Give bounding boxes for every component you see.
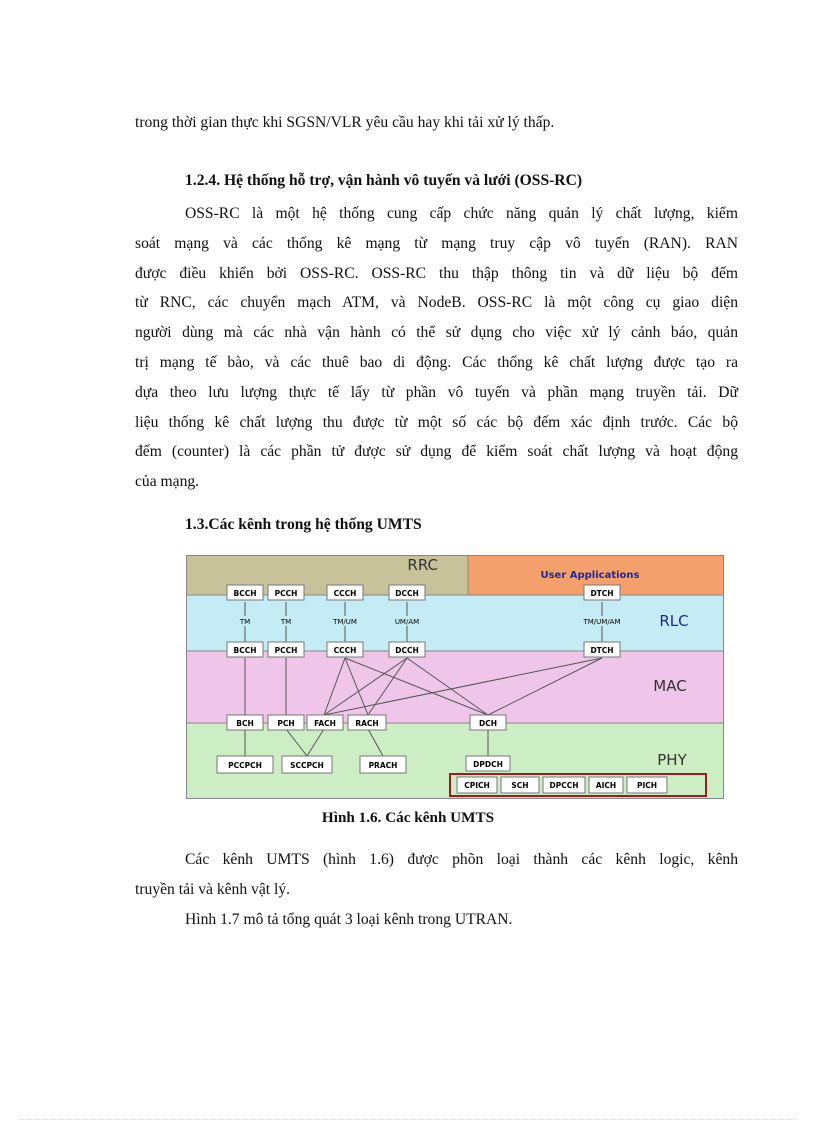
rlc-mode-3: TM/UM	[333, 618, 357, 626]
mac-channel-ccch: CCCH	[333, 646, 357, 655]
rrc-label: RRC	[407, 556, 438, 574]
oss-line-6: trị mạng tế bào, và các thuê bao di động. Các thống kê chất lượng được tạo ra	[135, 353, 738, 371]
transport-channel-pch: PCH	[277, 719, 295, 728]
rlc-label: RLC	[659, 612, 689, 630]
mac-channel-pcch: PCCH	[274, 646, 298, 655]
oss-line-9: đếm (counter) là các phần tử được sử dụng để kiểm soát chất lượng và hoạt động	[135, 443, 738, 461]
umts-line-1: Các kênh UMTS (hình 1.6) được phõn loại thành các kênh logic, kênh	[185, 851, 738, 868]
umts-channel-diagram	[186, 555, 724, 799]
rlc-mode-5: TM/UM/AM	[583, 618, 621, 626]
oss-line-1: OSS-RC là một hệ thống cung cấp chức năng quản lý chất lượng, kiểm	[185, 205, 738, 222]
phy-channel-cpich: CPICH	[464, 781, 490, 790]
physical-channels	[217, 756, 510, 773]
page-footer-dotted-line	[20, 1119, 796, 1120]
mac-label: MAC	[653, 677, 687, 695]
rlc-channel-pcch: PCCH	[274, 589, 298, 598]
mac-channel-dcch: DCCH	[395, 646, 419, 655]
rlc-channel-dcch: DCCH	[395, 589, 419, 598]
phy-label: PHY	[657, 751, 687, 769]
rlc-mode-4: UM/AM	[394, 618, 420, 626]
phy-channel-pich: PICH	[636, 781, 658, 790]
rlc-channel-ccch: CCCH	[333, 589, 357, 598]
rlc-mode-2: TM	[280, 618, 292, 626]
umts-paragraph	[135, 845, 738, 934]
mac-channel-dtch: DTCH	[590, 646, 614, 655]
user-apps-label: User Applications	[540, 570, 640, 581]
physical-channel-prach: PRACH	[368, 761, 398, 770]
transport-channel-rach: RACH	[355, 719, 379, 728]
mac-layer-band	[186, 651, 724, 723]
transport-channel-dch: DCH	[478, 719, 498, 728]
mac-channel-bcch: BCCH	[233, 646, 257, 655]
umts-line-2: truyền tải và kênh vật lý.	[135, 880, 291, 898]
rlc-channel-dtch: DTCH	[590, 589, 614, 598]
oss-line-3: được điều khiển bởi OSS-RC. OSS-RC thu thập thông tin và dữ liệu bộ đếm	[135, 264, 738, 282]
oss-line-5: người dùng mà các nhà vận hành có thể sử dụng cho việc xử lý cảnh báo, quản	[135, 324, 738, 342]
oss-paragraph	[135, 199, 738, 497]
physical-channel-dpdch: DPDCH	[473, 760, 503, 769]
section-heading: 1.2.4. Hệ thống hỗ trợ, vận hành vô tuyến và lưới (OSS-RC)	[185, 172, 583, 189]
rlc-layer-band	[186, 595, 724, 651]
last-line: Hình 1.7 mô tả tổng quát 3 loại kênh trong UTRAN.	[185, 910, 513, 928]
rlc-channel-bcch: BCCH	[233, 589, 257, 598]
rlc-mode-1: TM	[239, 618, 251, 626]
oss-line-2: soát mạng và các thống kê mạng từ mạng truy cập vô tuyến (RAN). RAN	[135, 234, 738, 252]
physical-channel-pccpch: PCCPCH	[228, 761, 262, 770]
physical-channel-sccpch: SCCPCH	[290, 761, 324, 770]
intro-line: trong thời gian thực khi SGSN/VLR yêu cầu hay khi tải xử lý thấp.	[135, 114, 555, 131]
transport-channel-bch: BCH	[236, 719, 254, 728]
oss-line-7: dựa theo lưu lượng thực tế lấy từ phần vô tuyến và phần mạng truyền tải. Dữ	[135, 383, 738, 401]
figure-caption: Hình 1.6. Các kênh UMTS	[321, 809, 495, 826]
phy-channel-aich: AICH	[595, 781, 617, 790]
oss-line-10: của mạng.	[135, 473, 200, 491]
subsection-heading: 1.3.Các kênh trong hệ thống UMTS	[185, 516, 422, 533]
transport-channel-fach: FACH	[314, 719, 336, 728]
phy-channel-dpcch: DPCCH	[549, 781, 579, 790]
oss-line-4: từ RNC, các chuyển mạch ATM, và NodeB. OSS-RC là một công cụ giao diện	[135, 294, 738, 312]
phy-channel-sch: SCH	[511, 781, 529, 790]
oss-line-8: liệu thống kê chất lượng thu được từ một số các bộ đếm xác định trước. Các bộ	[135, 413, 738, 431]
